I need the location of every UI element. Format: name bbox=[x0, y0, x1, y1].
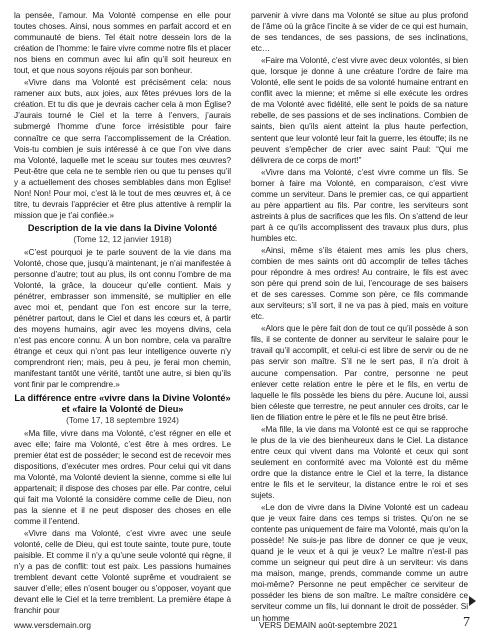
paragraph: la pensée, l’amour. Ma Volonté compense en elle pour toutes choses. Ainsi, nous sommes en parfait accord et en communauté de biens. Tel était notre dessein lors de la création de l’homme: le faire vivre comme notre fils et placer nos biens en commun avec lui afin qu’il soit heureux en tout, et que nous soyons réjouis par son bonheur. bbox=[14, 11, 231, 76]
footer-magazine-issue: VERS DEMAIN août-septembre 2021 bbox=[259, 620, 398, 630]
paragraph: «Vivre dans ma Volonté est précisément cela: nous ramener aux buts, aux joies, aux fêtes prévues lors de la création. Et tu dis que je devrais cacher cela à mon Église? J’aurais tourné le Ciel et la terre à l’envers, j’aurais submergé l’homme d’une force irrésistible pour faire connaître ce que serra l’accomplissement de la Création. Vois-tu combien je suis intéressé à ce que l’on vive dans ma Volonté, laquelle met le sceau sur toutes mes œuvres? Peut-être que cela ne te semble rien ou que tu penses qu’il y a actuellement des choses semblables dans mon Église! Non! Non! Pour moi, c’est là le tout de mes œuvres et, à ce titre, tu devrais l’apprécier et être plus attentive à remplir la mission que je t’ai confiée.» bbox=[14, 78, 231, 220]
section-heading: Description de la vie dans la Divine Volonté bbox=[27, 222, 218, 233]
left-column bbox=[14, 10, 231, 616]
paragraph: «Vivre dans ma Volonté, c’est vivre comme un fils. Se borner à faire ma Volonté, en comparaison, c’est vivre comme un serviteur. Dans le premier cas, ce qui appartient au père appartient au fils. Par contre, les serviteurs sont astreints à plus de sacrifices que les fils. On s’attend de leur part à ce qu’ils accomplissent des travaux plus durs, plus humbles etc. bbox=[251, 167, 468, 243]
section-reference: (Tome 12, 12 janvier 1918) bbox=[73, 234, 172, 244]
page-footer bbox=[14, 615, 470, 632]
paragraph: «Ma fille, vivre dans ma Volonté, c’est régner en elle et avec elle; faire ma Volonté, c’est être à mes ordres. Le premier état est de posséder; le second est de recevoir mes dispositions, d’exécuter mes ordres. Pour celui qui vit dans ma Volonté, ma Volonté devient la sienne, comme si elle lui appartenait; il dispose des choses par elle. Par contre, celui qui fait ma Volonté la considère comme celle de Dieu, non pas la sienne et il ne peut disposer des choses en elle comme il l’entend. bbox=[14, 428, 231, 526]
paragraph: «Ma fille, la vie dans ma Volonté est ce qui se rapproche le plus de la vie des bienheureux dans le Ciel. La distance entre ceux qui vivent dans ma Volonté et ceux qui sont seulement en conformité avec ma Volonté est du même ordre que la distance entre le Ciel et la terre, la distance entre le fils et le serviteur, la distance entre le roi et ses sujets. bbox=[251, 424, 468, 501]
footer-website: www.versdemain.org bbox=[14, 620, 92, 630]
right-column bbox=[251, 10, 468, 623]
section-heading: La différence entre «vivre dans la Divine Volonté» et «faire la Volonté de Dieu» bbox=[14, 392, 231, 414]
paragraph: «Faire ma Volonté, c’est vivre avec deux volontés, si bien que, lorsque je donne à une créature l’ordre de faire ma Volonté, elle sent le poids de sa volonté humaine entrant en conflit avec la mienne; et même si elle exécute les ordres de ma Volonté avec fidélité, elle sent le poids de sa nature rebelle, de ses passions et de ses inclinations. Combien de saints, bien qu’ils aient atteint la plus haute perfection, sentent que leur volonté leur fait la guerre, les étouffe; ils ne peuvent s’empêcher de crier avec saint Paul: “Qui me délivrera de ce corps de mort!” bbox=[251, 56, 468, 165]
paragraph: «Ainsi, même s’ils étaient mes amis les plus chers, combien de mes saints ont dû accomplir de telles tâches pour répondre à mes ordres! Au contraire, le fils est avec son père qui prend soin de lui, l’encourage de ses baisers et de ses caresses. Comme son père, ce fils commande aux serviteurs; s’il sort, il ne va pas à pied, mais en voiture etc. bbox=[251, 245, 468, 322]
article-page bbox=[14, 10, 468, 623]
paragraph: «C’est pourquoi je te parle souvent de la vie dans ma Volonté, chose que, jusqu’à maintenant, je n’ai manifestée à personne d’autre; tout au plus, ils ont connu l’ombre de ma Volonté, la grâce, la douceur qu’elle contient. Mais y pénétrer, embrasser son immensité, se multiplier en elle avec moi et, pendant que l’on est encore sur la terre, pénétrer partout, dans le Ciel et dans les cœurs et, à partir des moyens humains, agir avec les moyens divins, cela n’est pas encore connu. À un bon nombre, cela va paraître étrange et ceux qui n’ont pas leur intelligence ouverte n’y comprendront rien; mais, peu à peu, je ferai mon chemin, manifestant tantôt une vérité, tantôt une autre, si bien qu’ils vont finir par le comprendre.» bbox=[14, 247, 231, 390]
section-reference: (Tome 17, 18 septembre 1924) bbox=[66, 415, 179, 425]
page-number: 7 bbox=[463, 615, 470, 630]
paragraph: parvenir à vivre dans ma Volonté se situe au plus profond de l’âme où la grâce l’incite à se vider de ce qui est humain, de ses tendances, de ses passions, de ses inclinations, etc… bbox=[251, 11, 468, 54]
paragraph: «Le don de vivre dans la Divine Volonté est un cadeau que je veux faire dans ces temps si tristes. Qu’on ne se contente pas uniquement de faire ma Volonté, mais qu’on la possède! Ne suis-je pas libre de donner ce que je veux, quand je le veux et à qui je veux? Le maître n’est-il pas comme un seigneur qui peut dire à un serviteur: vis dans ma maison, mange, prends, commande comme un autre moi-même? Personne ne peut empêcher ce serviteur de posséder les biens de son maître. Le maître considère ce serviteur comme un fils, lui donnant le droit de posséder. Si un homme bbox=[251, 503, 468, 623]
continue-arrow-icon bbox=[469, 596, 476, 606]
paragraph: «Vivre dans ma Volonté, c’est vivre avec une seule volonté, celle de Dieu, qui est toute sainte, toute pure, toute paisible. Et comme il n’y a qu’une seule volonté qui règne, il n’y a pas de conflit: tout est paix. Les passions humaines tremblent devant cette Volonté suprême et voudraient se sauver d’elle; elles n’osent bouger ou s’opposer, voyant que devant elle le Ciel et la terre tremblent. La première étape à franchir pour bbox=[14, 528, 231, 616]
paragraph: «Alors que le père fait don de tout ce qu’il possède à son fils, il se contente de donner au serviteur le salaire pour le travail qu’il accomplit, et celui-ci est libre de servir ou de ne pas servir son maître. S’il ne le sert pas, il n’a droit à aucune compensation. Par contre, personne ne peut enlever cette relation entre le père et le fils, en vertu de laquelle le fils possède les biens du père. Aucune loi, aussi bien céleste que terrestre, ne peut annuler ces droits, car le lien de filiation entre le père et le fils ne peut être brisé. bbox=[251, 324, 468, 422]
